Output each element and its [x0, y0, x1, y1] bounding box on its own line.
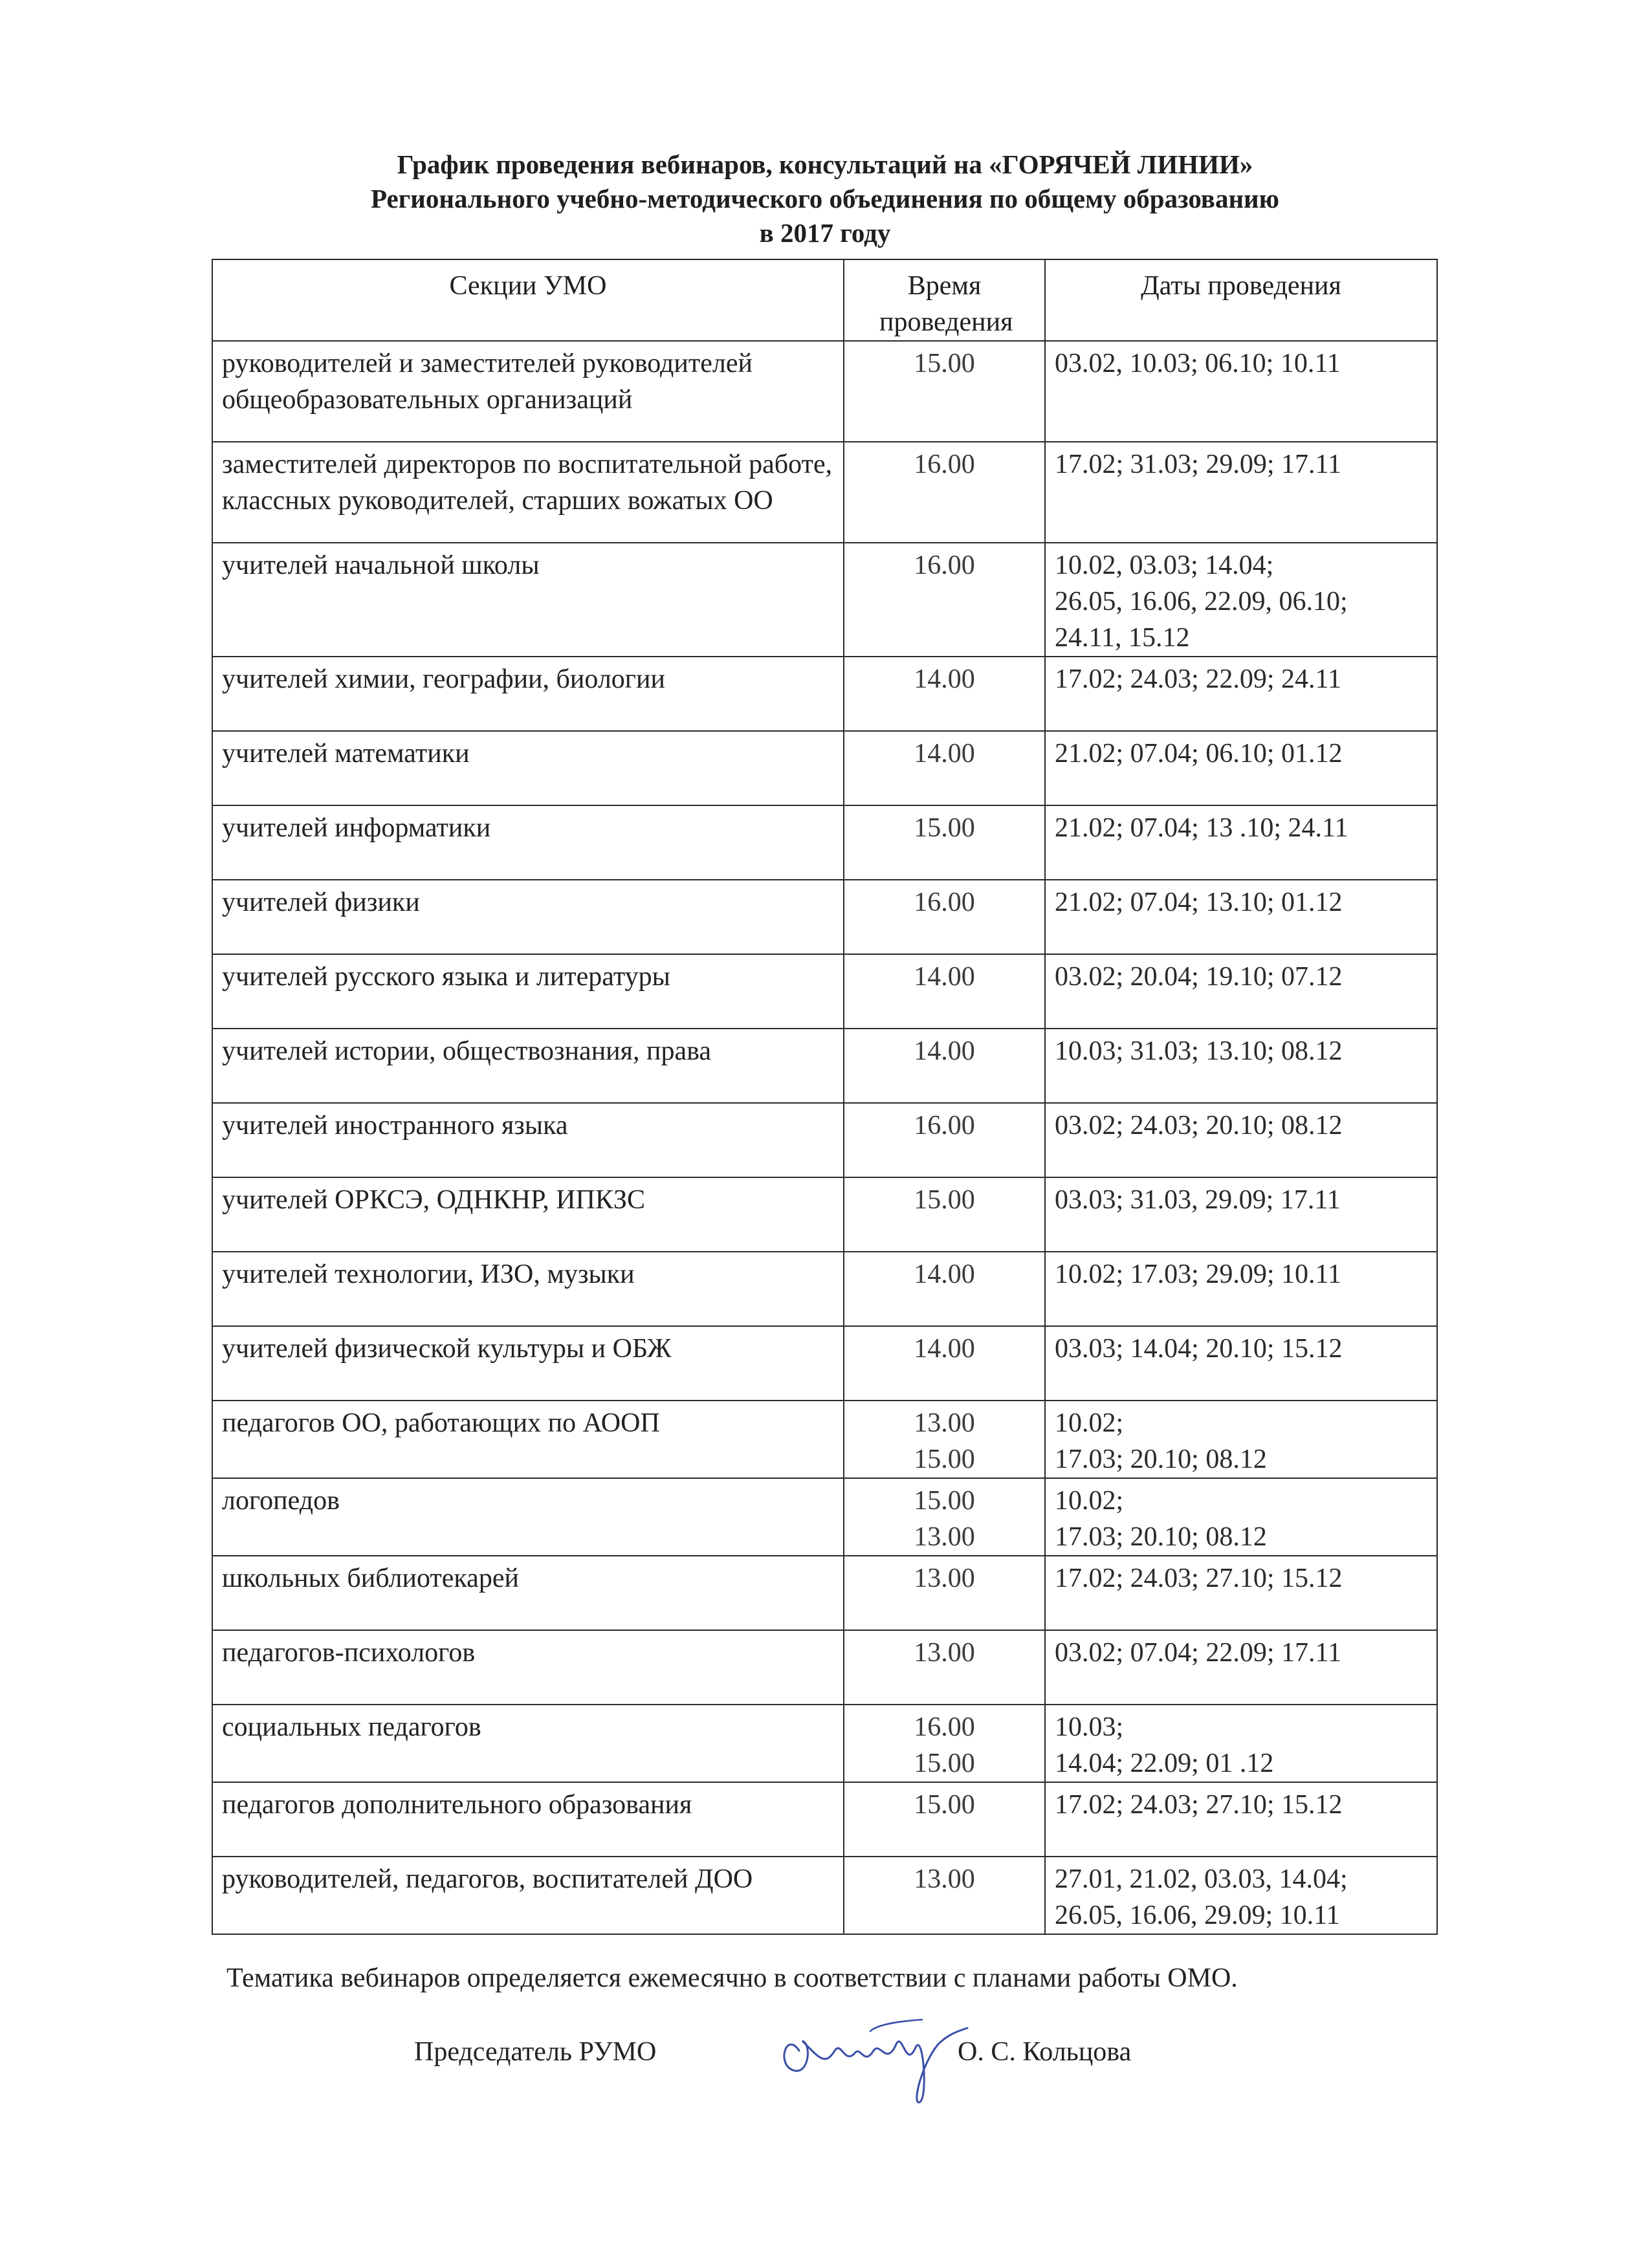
dates-cell — [1045, 1103, 1437, 1177]
section-cell: руководителей, педагогов, воспитателей ДОО — [212, 1857, 844, 1934]
dates-line: 17.02; 24.03; 27.10; 15.12 — [1055, 1564, 1343, 1593]
section-cell: логопедов — [212, 1478, 844, 1556]
dates-line: 17.03; 20.10; 08.12 — [1055, 1445, 1267, 1474]
time-cell — [844, 1029, 1045, 1103]
time-value: 14.00 — [914, 962, 975, 992]
table-row — [212, 1478, 1437, 1556]
time-value: 15.00 — [914, 813, 975, 843]
dates-line: 03.02; 20.04; 19.10; 07.12 — [1055, 962, 1343, 992]
time-cell — [844, 1705, 1045, 1782]
dates-cell — [1045, 1630, 1437, 1705]
dates-line: 17.03; 20.10; 08.12 — [1055, 1522, 1267, 1552]
dates-line: 26.05, 16.06, 22.09, 06.10; — [1055, 587, 1348, 616]
dates-cell — [1045, 1857, 1437, 1934]
section-cell: руководителей и заместителей руководителей общеобразовательных организаций — [212, 341, 844, 442]
section-cell: учителей физической культуры и ОБЖ — [212, 1326, 844, 1401]
time-value: 16.00 — [914, 551, 975, 580]
time-cell — [844, 1782, 1045, 1857]
section-cell: учителей информатики — [212, 805, 844, 880]
time-value: 13.00 — [914, 1522, 975, 1552]
dates-cell — [1045, 954, 1437, 1029]
dates-cell — [1045, 657, 1437, 731]
time-cell — [844, 1401, 1045, 1478]
dates-cell — [1045, 880, 1437, 954]
time-cell — [844, 1478, 1045, 1556]
dates-cell — [1045, 805, 1437, 880]
time-value: 13.00 — [914, 1864, 975, 1894]
time-value: 14.00 — [914, 1259, 975, 1289]
dates-line: 21.02; 07.04; 06.10; 01.12 — [1055, 739, 1343, 769]
time-value: 16.00 — [914, 1111, 975, 1140]
time-cell — [844, 341, 1045, 442]
table-row — [212, 1177, 1437, 1252]
dates-line: 17.02; 31.03; 29.09; 17.11 — [1055, 450, 1341, 479]
header-time-label: Время проведения — [879, 271, 1013, 337]
time-cell — [844, 1177, 1045, 1252]
handwritten-signature — [773, 2005, 987, 2109]
dates-cell — [1045, 1401, 1437, 1478]
dates-line: 17.02; 24.03; 22.09; 24.11 — [1055, 664, 1341, 694]
dates-cell — [1045, 1177, 1437, 1252]
title-line-1: График проведения вебинаров, консультаций на «ГОРЯЧЕЙ ЛИНИИ» — [397, 149, 1253, 179]
dates-line: 03.02; 07.04; 22.09; 17.11 — [1055, 1638, 1341, 1668]
dates-line: 10.02, 03.03; 14.04; — [1055, 551, 1274, 580]
dates-cell — [1045, 442, 1437, 543]
time-cell — [844, 805, 1045, 880]
section-cell: социальных педагогов — [212, 1705, 844, 1782]
time-cell — [844, 1326, 1045, 1401]
time-cell — [844, 731, 1045, 805]
signatory-role: Председатель РУМО — [414, 2037, 657, 2067]
section-cell: учителей иностранного языка — [212, 1103, 844, 1177]
time-value: 14.00 — [914, 739, 975, 769]
table-row — [212, 1401, 1437, 1478]
time-cell — [844, 1857, 1045, 1934]
dates-line: 14.04; 22.09; 01 .12 — [1055, 1749, 1274, 1778]
time-value: 15.00 — [914, 1445, 975, 1474]
dates-line: 21.02; 07.04; 13.10; 01.12 — [1055, 888, 1343, 917]
dates-line: 10.02; — [1055, 1486, 1124, 1516]
dates-cell — [1045, 1029, 1437, 1103]
table-row — [212, 880, 1437, 954]
section-cell: учителей русского языка и литературы — [212, 954, 844, 1029]
dates-line: 26.05, 16.06, 29.09; 10.11 — [1055, 1901, 1340, 1930]
dates-line: 10.02; 17.03; 29.09; 10.11 — [1055, 1259, 1341, 1289]
section-cell: учителей математики — [212, 731, 844, 805]
time-value: 14.00 — [914, 1334, 975, 1364]
time-value: 16.00 — [914, 450, 975, 479]
dates-cell — [1045, 1252, 1437, 1326]
table-row — [212, 543, 1437, 657]
time-cell — [844, 954, 1045, 1029]
section-cell: школьных библиотекарей — [212, 1556, 844, 1630]
footnote: Тематика вебинаров определяется ежемесячно в соответствии с планами работы ОМО. — [226, 1963, 1238, 1993]
dates-cell — [1045, 1326, 1437, 1401]
table-row — [212, 1326, 1437, 1401]
section-cell: учителей химии, географии, биологии — [212, 657, 844, 731]
dates-line: 21.02; 07.04; 13 .10; 24.11 — [1055, 813, 1348, 843]
section-cell: учителей начальной школы — [212, 543, 844, 657]
dates-line: 17.02; 24.03; 27.10; 15.12 — [1055, 1790, 1343, 1820]
time-value: 13.00 — [914, 1564, 975, 1593]
dates-cell — [1045, 341, 1437, 442]
table-header-row — [212, 259, 1437, 341]
time-cell — [844, 880, 1045, 954]
time-cell — [844, 442, 1045, 543]
dates-line: 03.02, 10.03; 06.10; 10.11 — [1055, 349, 1341, 378]
time-value: 15.00 — [914, 1486, 975, 1516]
table-row — [212, 731, 1437, 805]
dates-cell — [1045, 1556, 1437, 1630]
dates-line: 10.03; — [1055, 1712, 1124, 1742]
table-row — [212, 805, 1437, 880]
table-row — [212, 1103, 1437, 1177]
section-cell: заместителей директоров по воспитательной работе, классных руководителей, старших вожатых ОО — [212, 442, 844, 543]
table-row — [212, 1705, 1437, 1782]
schedule-table — [212, 259, 1438, 1935]
time-value: 15.00 — [914, 1790, 975, 1820]
table-row — [212, 1857, 1437, 1934]
section-cell: учителей технологии, ИЗО, музыки — [212, 1252, 844, 1326]
dates-cell — [1045, 543, 1437, 657]
table-row — [212, 1029, 1437, 1103]
document-title — [0, 147, 1650, 250]
time-value: 13.00 — [914, 1638, 975, 1668]
section-cell: учителей физики — [212, 880, 844, 954]
section-cell: педагогов ОО, работающих по АООП — [212, 1401, 844, 1478]
time-cell — [844, 1252, 1045, 1326]
table-row — [212, 1556, 1437, 1630]
dates-line: 24.11, 15.12 — [1055, 623, 1190, 653]
time-value: 15.00 — [914, 1749, 975, 1778]
time-value: 14.00 — [914, 664, 975, 694]
time-cell — [844, 1630, 1045, 1705]
table-row — [212, 1252, 1437, 1326]
dates-line: 03.02; 24.03; 20.10; 08.12 — [1055, 1111, 1343, 1140]
title-line-2: Регионального учебно-методического объединения по общему образованию — [370, 184, 1280, 213]
dates-line: 03.03; 31.03, 29.09; 17.11 — [1055, 1185, 1341, 1215]
table-row — [212, 442, 1437, 543]
section-cell: учителей ОРКСЭ, ОДНКНР, ИПКЗС — [212, 1177, 844, 1252]
dates-line: 03.03; 14.04; 20.10; 15.12 — [1055, 1334, 1343, 1364]
time-value: 14.00 — [914, 1036, 975, 1066]
time-value: 16.00 — [914, 1712, 975, 1742]
signatory-name: О. С. Кольцова — [958, 2037, 1132, 2067]
table-row — [212, 341, 1437, 442]
time-value: 13.00 — [914, 1408, 975, 1438]
header-time — [844, 259, 1045, 341]
time-cell — [844, 1556, 1045, 1630]
header-section: Секции УМО — [212, 259, 844, 341]
section-cell: учителей истории, обществознания, права — [212, 1029, 844, 1103]
title-line-3: в 2017 году — [759, 218, 891, 248]
time-cell — [844, 657, 1045, 731]
dates-line: 10.03; 31.03; 13.10; 08.12 — [1055, 1036, 1343, 1066]
time-cell — [844, 543, 1045, 657]
header-dates: Даты проведения — [1045, 259, 1437, 341]
table-row — [212, 954, 1437, 1029]
section-cell: педагогов дополнительного образования — [212, 1782, 844, 1857]
time-value: 16.00 — [914, 888, 975, 917]
dates-cell — [1045, 1478, 1437, 1556]
table-row — [212, 1782, 1437, 1857]
table-body — [212, 341, 1437, 1934]
table-row — [212, 657, 1437, 731]
time-cell — [844, 1103, 1045, 1177]
dates-line: 27.01, 21.02, 03.03, 14.04; — [1055, 1864, 1348, 1894]
table-row — [212, 1630, 1437, 1705]
dates-cell — [1045, 1782, 1437, 1857]
time-value: 15.00 — [914, 349, 975, 378]
dates-cell — [1045, 731, 1437, 805]
time-value: 15.00 — [914, 1185, 975, 1215]
dates-cell — [1045, 1705, 1437, 1782]
section-cell: педагогов-психологов — [212, 1630, 844, 1705]
dates-line: 10.02; — [1055, 1408, 1124, 1438]
